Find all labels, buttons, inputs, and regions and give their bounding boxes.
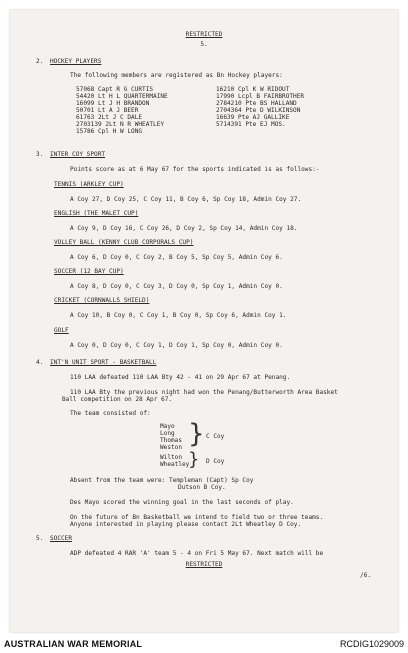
sport-score-soccer: A Coy 8, D Coy 0, C Coy 3, D Coy 0, Sp Coy 1, Admin Coy 0. xyxy=(70,283,283,290)
section-4-para1: 110 LAA defeated 110 LAA Bty 42 - 41 on 29 Apr 67 at Penang. xyxy=(70,374,291,381)
team-member: Thomas xyxy=(160,437,183,444)
player-row: 16210 Cpl K W RIDOUT xyxy=(216,86,290,93)
sport-title-soccer: SOCCER (12 BAY CUP) xyxy=(54,268,124,275)
document-page xyxy=(10,10,398,632)
sport-title-english: ENGLISH (THE MALET CUP) xyxy=(54,210,139,217)
player-row: 15786 Cpl H W LONG xyxy=(76,128,143,135)
section-5-line: ADP defeated 4 RAR 'A' team 5 - 4 on Fri 5 May 67. Next match will be xyxy=(70,550,324,557)
sport-score-golf: A Coy 0, D Coy 0, C Coy 1, D Coy 1, Sp Coy 0, Admin Coy 0. xyxy=(70,342,283,349)
section-2-number: 2. xyxy=(36,58,44,65)
sport-score-tennis: A Coy 27, D Coy 25, C Coy 11, B Coy 6, Sp Coy 18, Admin Coy 27. xyxy=(70,196,302,203)
section-4-title: INT'N UNIT SPORT - BASKETBALL xyxy=(50,359,157,366)
absent-line1: Absent from the team were: Templeman (Capt) Sp Coy xyxy=(70,477,254,484)
archive-id: RCDIG1029009 xyxy=(339,639,404,649)
sport-title-tennis: TENNIS (ARKLEY CUP) xyxy=(54,181,124,188)
sport-title-golf: GOLF xyxy=(54,327,69,334)
team-intro: The team consisted of: xyxy=(70,410,151,417)
section-2-intro: The following members are registered as Bn Hockey players: xyxy=(70,72,283,79)
player-list-right xyxy=(216,86,304,128)
archive-footer xyxy=(0,636,408,653)
player-row: 2704364 Pte D WILKINSON xyxy=(216,107,301,114)
sport-score-cricket: A Coy 10, B Coy 0, C Coy 1, B Coy 0, Sp Coy 6, Admin Coy 1. xyxy=(70,312,287,319)
brace-group-c: } xyxy=(188,419,205,449)
team-member: Wheatley xyxy=(160,461,190,468)
restricted-footer: RESTRICTED xyxy=(185,561,223,568)
section-5-number: 5. xyxy=(36,535,44,542)
restricted-header: RESTRICTED xyxy=(185,31,223,38)
future-line1: On the future of Bn Basketball we intend to field two or three teams. xyxy=(70,514,324,521)
team-member: Long xyxy=(160,430,175,437)
player-row: 16099 Lt J H BRANDON xyxy=(76,100,150,107)
archive-name: AUSTRALIAN WAR MEMORIAL xyxy=(4,639,143,649)
future-line2: Anyone interested in playing please contact 2Lt Wheatley D Coy. xyxy=(70,521,302,528)
sport-title-volleyball: VOLLEY BALL (KENNY CLUB CORPORALS CUP) xyxy=(54,239,194,246)
player-row: 2784210 Pte BS HALLAND xyxy=(216,100,297,107)
team-member: Weston xyxy=(160,444,183,451)
player-row: 2703139 2Lt N R WHEATLEY xyxy=(76,121,165,128)
winning-goal: Des Mayo scored the winning goal in the last seconds of play. xyxy=(70,499,294,506)
player-row: 61763 2Lt J C DALE xyxy=(76,114,143,121)
team-group-d xyxy=(160,454,189,468)
team-group-c xyxy=(160,423,182,451)
team-member: Mayo xyxy=(160,423,175,430)
team-member: Wilton xyxy=(160,454,183,461)
group-c-coy: C Coy xyxy=(206,433,225,440)
section-4-number: 4. xyxy=(36,359,44,366)
section-2-title: HOCKEY PLAYERS xyxy=(50,58,102,65)
player-row: 50701 Lt A J BEER xyxy=(76,107,139,114)
section-4-para2-line2: Ball competition on 28 Apr 67. xyxy=(62,396,173,403)
player-row: 5714391 Pte EJ MOS. xyxy=(216,121,286,128)
section-5-title: SOCCER xyxy=(50,535,73,542)
sport-title-cricket: CRICKET (CORNWALLS SHIELD) xyxy=(54,297,150,304)
sport-score-volleyball: A Coy 6, D Coy 0, C Coy 2, B Coy 5, Sp Coy 5, Admin Coy 6. xyxy=(70,254,283,261)
group-d-coy: D Coy xyxy=(206,458,225,465)
player-list-left xyxy=(76,86,168,135)
sport-score-english: A Coy 9, D Coy 16, C Coy 26, D Coy 2, Sp Coy 14, Admin Coy 18. xyxy=(70,225,298,232)
page-number: 5. xyxy=(200,41,208,48)
player-row: 54420 Lt H L QUARTERMAINE xyxy=(76,93,168,100)
player-row: 57068 Capt R G CURTIS xyxy=(76,86,154,93)
player-row: 17990 Lcpl B FAIRBROTHER xyxy=(216,93,305,100)
absent-line2: Dutson B Coy. xyxy=(178,484,226,491)
section-3-intro: Points score as at 6 May 67 for the sports indicated is as follows:- xyxy=(70,166,320,173)
player-row: 16639 Pte AJ GALLIKE xyxy=(216,114,290,121)
section-3-number: 3. xyxy=(36,151,44,158)
section-3-title: INTER COY SPORT xyxy=(50,151,106,158)
brace-group-d: } xyxy=(188,449,200,470)
section-4-para2-line1: 110 LAA Bty the previous night had won the Penang/Butterworth Area Basket xyxy=(70,389,338,396)
continued-page-marker: /6. xyxy=(360,572,372,579)
